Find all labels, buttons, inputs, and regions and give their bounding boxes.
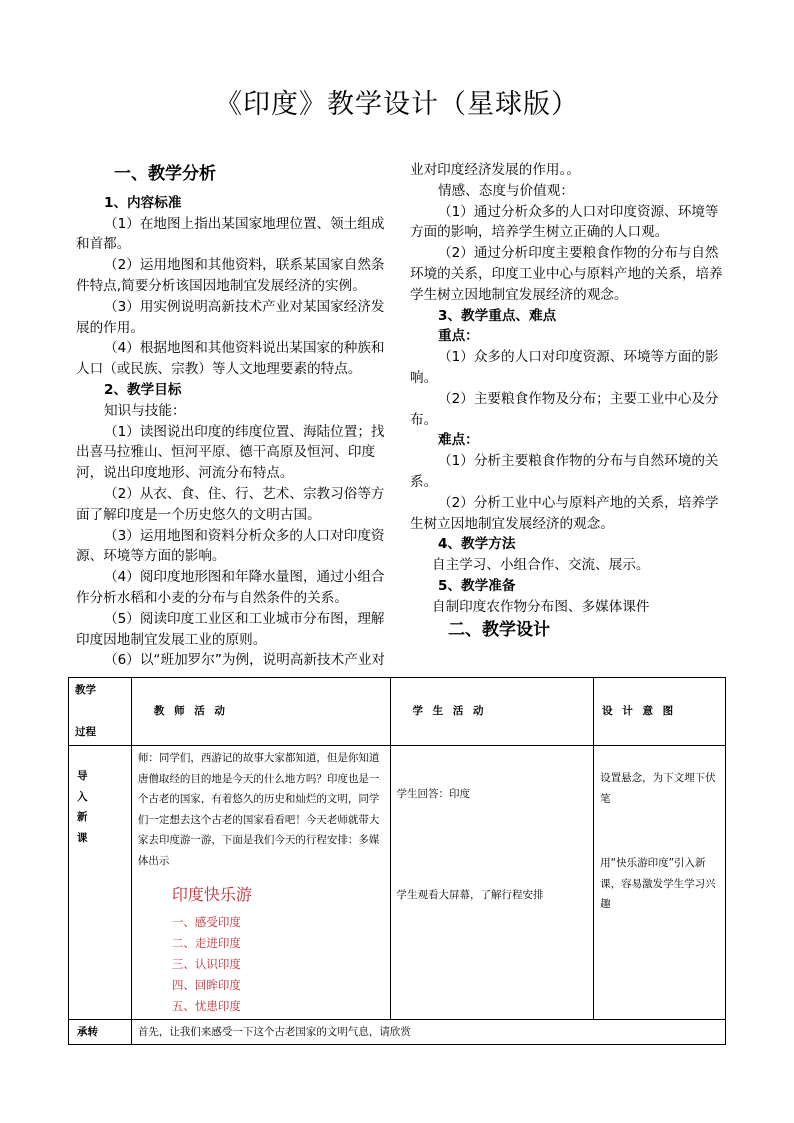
intent-text: 设置悬念，为下文埋下伏笔 — [600, 772, 716, 805]
slide-item: 五、忧患印度 — [171, 998, 241, 1013]
teacher-text: 师：同学们，西游记的故事大家都知道，但是你知道唐僧取经的目的地是今天的什么地方吗？印度也是一个古老的国家，有着悠久的历史和灿烂的文明，同学们一定想去这个古老的国家看看吧！今天老师就带大家去印度游一游，下面是我们今天的行程安排：多媒体出示 — [137, 752, 380, 867]
slide-item: 一、感受印度 — [171, 914, 241, 929]
methods-text: 自主学习、小组合作、交流、展示。 — [432, 557, 650, 574]
objectives-heading: 2、教学目标 — [104, 381, 182, 398]
attitude-item: （2）通过分析印度主要粮食作物的分布与自然环境的关系，印度工业中心与原料产地的关系，培养学生树立因地制宜发展经济的观念。 — [410, 245, 723, 303]
student-answer: 学生回答：印度 — [396, 788, 471, 800]
slide-item: 二、走进印度 — [171, 935, 241, 950]
preparation-heading: 5、教学准备 — [438, 577, 516, 594]
row2-text: 首先，让我们来感受一下这个古老国家的文明气息，请欣赏 — [131, 1019, 725, 1045]
header-teacher: 教 师 活 动 — [131, 678, 390, 746]
section2-heading: 二、教学设计 — [448, 619, 550, 640]
row-teacher-activity — [131, 746, 390, 1020]
row-student-activity — [390, 746, 594, 1020]
knowledge-item: （6）以“班加罗尔”为例，说明高新技术产业对 — [104, 652, 386, 669]
key-points-heading: 3、教学重点、难点 — [438, 307, 557, 324]
attitude-label: 情感、态度与价值观： — [438, 182, 574, 199]
slide-item: 三、认识印度 — [171, 956, 241, 971]
knowledge-item: （5）阅读印度工业区和工业城市分布图，理解印度因地制宜发展工业的原则。 — [76, 610, 385, 648]
intent-text: 用“快乐游印度”引入新课，容易激发学生学习兴趣 — [600, 857, 716, 910]
preparation-text: 自制印度农作物分布图、多媒体课件 — [432, 598, 650, 615]
table-header-row — [69, 678, 726, 746]
row-design-intent — [594, 746, 726, 1020]
header-student: 学 生 活 动 — [390, 678, 594, 746]
focus-label: 重点： — [438, 328, 479, 345]
row2-label: 承转 — [69, 1019, 132, 1045]
content-standard-item: （2）运用地图和其他资料，联系某国家自然条件特点,简要分析该国因地制宜发展经济的实例。 — [76, 257, 385, 294]
methods-heading: 4、教学方法 — [438, 536, 516, 553]
content-standard-heading: 1、内容标准 — [104, 194, 182, 211]
right-column — [410, 160, 724, 640]
difficulty-item: （2）分析工业中心与原料产地的关系，培养学生树立因地制宜发展经济的观念。 — [410, 494, 719, 532]
table-row — [69, 746, 726, 1020]
content-standard-item: （1）在地图上指出某国家地理位置、领土组成和首都。 — [76, 215, 385, 253]
section1-heading: 一、教学分析 — [114, 164, 216, 184]
left-column — [76, 160, 388, 671]
row-process: 导 入 新 课 — [69, 746, 132, 1020]
knowledge-item: （3）运用地图和资料分析众多的人口对印度资源、环境等方面的影响。 — [76, 527, 385, 565]
difficulty-label: 难点： — [438, 432, 479, 449]
attitude-item: （1）通过分析众多的人口对印度资源、环境等方面的影响，培养学生树立正确的人口观。 — [410, 203, 719, 241]
knowledge-item: （2）从衣、食、住、行、艺术、宗教习俗等方面了解印度是一个历史悠久的文明古国。 — [76, 485, 385, 523]
header-intent: 设 计 意 图 — [594, 678, 726, 746]
knowledge-item: （4）阅印度地形图和年降水量图，通过小组合作分析水稻和小麦的分布与自然条件的关系。 — [76, 569, 385, 606]
content-standard-item: （3）用实例说明高新技术产业对某国家经济发展的作用。 — [76, 298, 385, 336]
document-title: 《印度》教学设计（星球版） — [215, 89, 579, 120]
knowledge-label: 知识与技能： — [104, 402, 186, 419]
content-standard-item: （4）根据地图和其他资料说出某国家的种族和人口（或民族、宗教）等人文地理要素的特点。 — [76, 340, 385, 378]
knowledge-item-continued: 业对印度经济发展的作用。。 — [410, 162, 580, 178]
teaching-design-table — [68, 677, 726, 1045]
focus-item: （2）主要粮食作物及分布；主要工业中心及分布。 — [410, 390, 719, 428]
header-process: 教学 过程 — [69, 678, 132, 746]
student-watch: 学生观看大屏幕，了解行程安排 — [396, 888, 544, 901]
knowledge-item: （1）读图说出印度的纬度位置、海陆位置；找出喜马拉雅山、恒河平原、德干高原及恒河、印度河，说出印度地形、河流分布特点。 — [76, 423, 385, 482]
table-row — [69, 1019, 726, 1045]
focus-item: （1）众多的人口对印度资源、环境等方面的影响。 — [410, 349, 719, 386]
slide-title: 印度快乐游 — [171, 885, 252, 904]
difficulty-item: （1）分析主要粮食作物的分布与自然环境的关系。 — [410, 453, 719, 490]
slide-item: 四、回眸印度 — [171, 977, 241, 992]
